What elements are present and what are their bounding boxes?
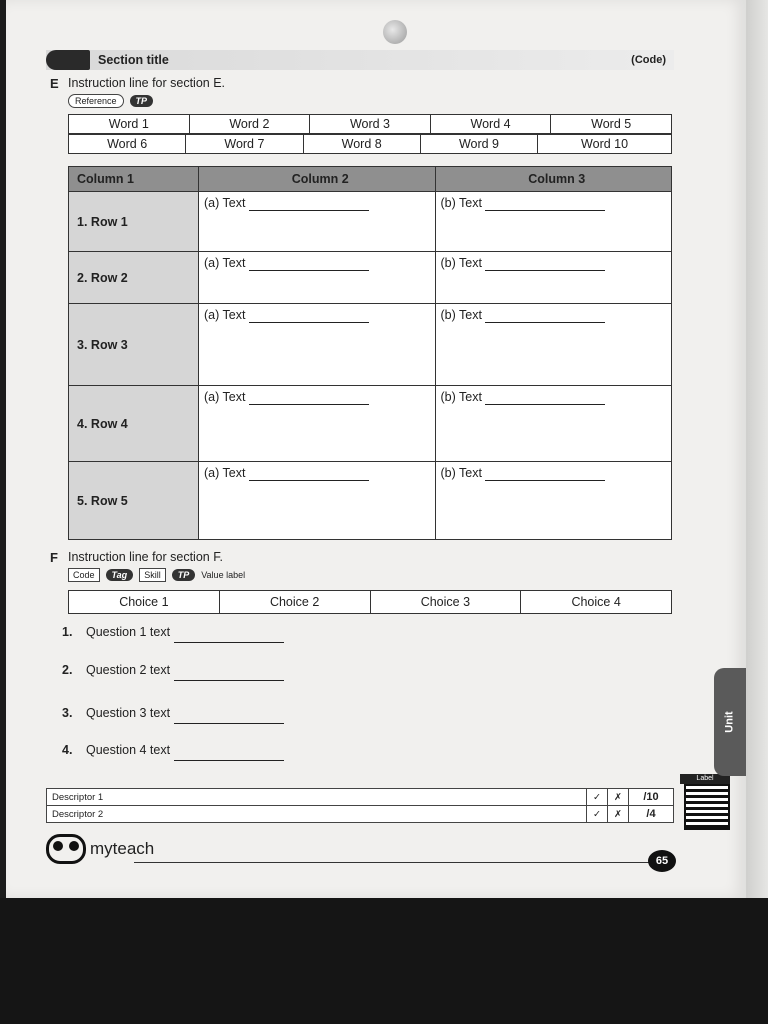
comparison-table	[68, 166, 672, 540]
word-bank-item: Choice 3	[370, 591, 521, 614]
word-bank-item: Word 9	[420, 135, 537, 154]
word-bank-f	[68, 590, 672, 614]
qr-code-icon[interactable]	[684, 784, 730, 830]
reference-pill: Reference	[68, 94, 124, 108]
word-bank-item: Word 8	[303, 135, 420, 154]
table-row	[47, 789, 674, 806]
question-item: 3. Question 3 text	[62, 703, 674, 724]
word-bank-item: Word 5	[551, 115, 672, 134]
score-box: /4	[629, 806, 674, 823]
page-edge	[746, 0, 768, 898]
word-bank-item: Choice 4	[521, 591, 672, 614]
scan-background	[0, 898, 768, 1024]
section-e-letter: E	[50, 76, 59, 91]
brand-name: myteach	[90, 839, 155, 858]
then-cell: (a) Text	[199, 252, 436, 304]
punch-hole-icon	[383, 20, 407, 44]
footer-rule	[134, 862, 652, 863]
aspect-cell: 5. Row 5	[69, 462, 199, 540]
unit-tab: Unit	[714, 668, 746, 776]
then-cell: (a) Text	[199, 192, 436, 252]
check-icon[interactable]: ✓	[587, 789, 608, 806]
now-cell: (b) Text	[435, 252, 672, 304]
word-bank-item: Choice 1	[69, 591, 220, 614]
section-e-tags	[68, 94, 153, 108]
logo-icon	[46, 834, 86, 864]
word-bank-e	[68, 114, 672, 134]
section-f-letter: F	[50, 550, 58, 565]
cross-icon[interactable]: ✗	[608, 806, 629, 823]
section-code: (Code)	[631, 54, 666, 66]
mastery-descriptor: Descriptor 2	[47, 806, 587, 823]
word-bank-item: Word 4	[430, 115, 551, 134]
section-f-tags	[68, 568, 245, 582]
section-header	[46, 50, 674, 70]
standard-code: Code	[68, 568, 100, 582]
table-row	[69, 462, 672, 540]
aspect-cell: 2. Row 2	[69, 252, 199, 304]
question-item: 1. Question 1 text	[62, 622, 674, 643]
section-e-intro: Instruction line for section E.	[68, 76, 226, 90]
word-bank-item: Word 7	[186, 135, 303, 154]
value-label: Value label	[201, 570, 246, 580]
word-bank-item: Word 3	[310, 115, 431, 134]
check-icon[interactable]: ✓	[587, 806, 608, 823]
publisher-logo	[46, 834, 154, 864]
then-cell: (a) Text	[199, 386, 436, 462]
level-badge: TP	[130, 95, 154, 107]
now-cell: (b) Text	[435, 192, 672, 252]
then-cell: (a) Text	[199, 304, 436, 386]
now-cell: (b) Text	[435, 386, 672, 462]
table-row	[69, 304, 672, 386]
word-bank-e-2	[68, 134, 672, 154]
score-box: /10	[629, 789, 674, 806]
aspect-cell: 1. Row 1	[69, 192, 199, 252]
question-item: 4. Question 4 text	[62, 740, 674, 761]
table-row	[69, 252, 672, 304]
then-cell: (a) Text	[199, 462, 436, 540]
tag-badge: Tag	[106, 569, 134, 581]
section-f-intro: Instruction line for section F.	[68, 550, 223, 564]
table-row	[69, 386, 672, 462]
now-cell: (b) Text	[435, 304, 672, 386]
word-bank-item: Word 10	[538, 135, 672, 154]
word-bank-item: Word 6	[69, 135, 186, 154]
mastery-descriptor: Descriptor 1	[47, 789, 587, 806]
header-tab-icon	[46, 50, 90, 70]
mastery-table	[46, 788, 674, 823]
aspect-cell: 3. Row 3	[69, 304, 199, 386]
word-bank-item: Word 2	[189, 115, 310, 134]
section-title: Section title	[98, 53, 169, 67]
aspect-cell: 4. Row 4	[69, 386, 199, 462]
word-bank-item: Choice 2	[219, 591, 370, 614]
answer-label: Label	[680, 774, 730, 784]
cross-icon[interactable]: ✗	[608, 789, 629, 806]
column-header: Column 2	[199, 167, 436, 192]
now-cell: (b) Text	[435, 462, 672, 540]
table-row	[47, 806, 674, 823]
column-header: Column 1	[69, 167, 199, 192]
question-item: 2. Question 2 text	[62, 660, 674, 681]
skill-label: Skill	[139, 568, 166, 582]
page-number: 65	[648, 850, 676, 872]
word-bank-item: Word 1	[69, 115, 190, 134]
column-header: Column 3	[435, 167, 672, 192]
level-badge: TP	[172, 569, 196, 581]
table-row	[69, 192, 672, 252]
